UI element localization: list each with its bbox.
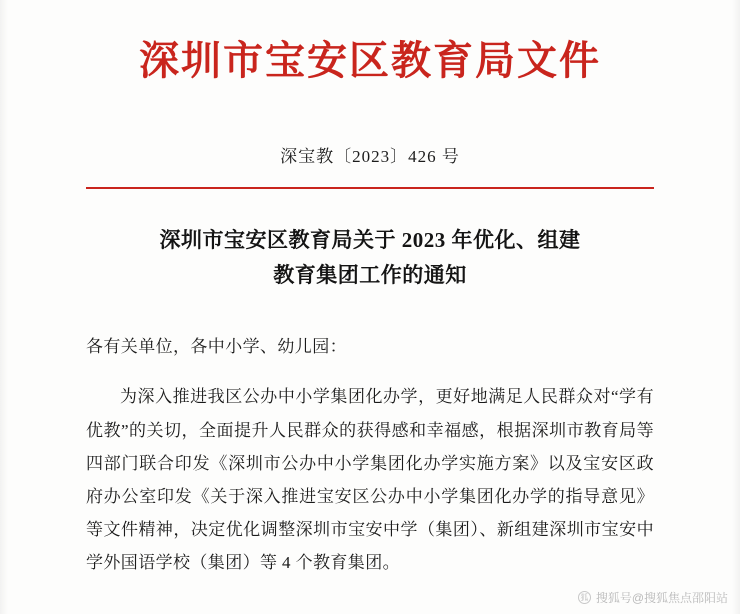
page-edge-shadow-right <box>732 0 740 614</box>
document-paragraph: 为深入推进我区公办中小学集团化办学，更好地满足人民群众对“学有优教”的关切，全面提升人民群众的获得感和幸福感，根据深圳市教育局等四部门联合印发《深圳市公办中小学集团化办学实施方案》以及宝安区政府办公室印发《关于深入推进宝安区公办中小学集团化办学的指导意见》等文件精神，决定优化调整深圳市宝安中学（集团）、新组建深圳市宝安中学外国语学校（集团）等 4 个教育集团。 <box>86 387 654 573</box>
document-subject-line-1: 深圳市宝安区教育局关于 2023 年优化、组建 <box>159 228 581 252</box>
document-subject-title <box>86 223 654 292</box>
sohu-logo-icon: 狐 <box>578 591 591 604</box>
document-number: 深宝教〔2023〕426 号 <box>280 147 460 166</box>
watermark-text: 搜狐号@搜狐焦点邵阳站 <box>595 591 728 605</box>
watermark <box>578 589 728 606</box>
document-header-title: 深圳市宝安区教育局文件 <box>139 38 601 83</box>
document-salutation: 各有关单位，各中小学、幼儿园： <box>86 337 347 357</box>
red-divider-rule <box>86 187 654 189</box>
document-body <box>86 330 654 579</box>
document-header <box>86 0 654 86</box>
document-subject-line-2: 教育集团工作的通知 <box>273 262 467 287</box>
page-edge-shadow-left <box>0 0 8 614</box>
